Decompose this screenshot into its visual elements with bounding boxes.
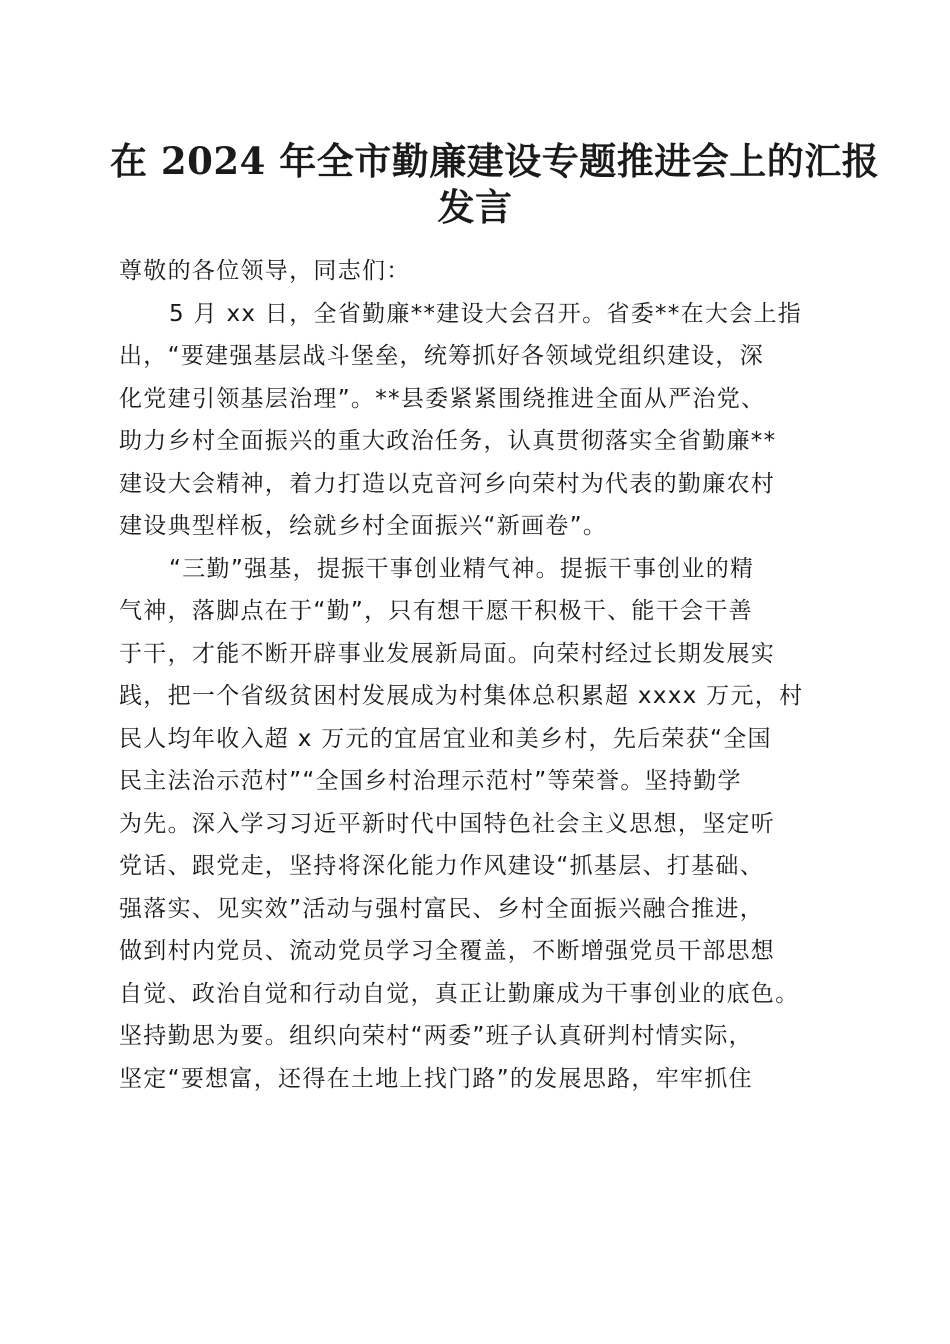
paragraph-line: 自觉、政治自觉和行动自觉，真正让勤廉成为干事创业的底色。 <box>119 980 800 1007</box>
paragraph-1 <box>119 293 837 548</box>
paragraph-line: 强落实、见实效”活动与强村富民、乡村全面振兴融合推进， <box>119 895 765 922</box>
title-line-1: 在 2024 年全市勤廉建设专题推进会上的汇报 <box>110 139 880 183</box>
paragraph-line: 出，“要建强基层战斗堡垒，统筹抓好各领域党组织建设，深 <box>119 343 765 369</box>
paragraph-line: 建设典型样板，绘就乡村全面振兴“新画卷”。 <box>119 513 608 539</box>
paragraph-line: 为先。深入学习习近平新时代中国特色社会主义思想，坚定听 <box>119 810 776 837</box>
paragraph-line: 坚定“要想富，还得在土地上找门路”的发展思路，牢牢抓住 <box>119 1065 753 1092</box>
paragraph-line: 助力乡村全面振兴的重大政治任务，认真贯彻落实全省勤廉** <box>119 428 777 454</box>
document-title <box>110 138 880 230</box>
paragraph-line: 气神，落脚点在于“勤”，只有想干愿干积极干、能干会干善 <box>119 598 753 624</box>
paragraph-2 <box>119 548 837 1101</box>
paragraph-line: 民人均年收入超 x 万元的宜居宜业和美乡村，先后荣获“全国 <box>119 725 772 752</box>
paragraph-line: 于干，才能不断开辟事业发展新局面。向荣村经过长期发展实 <box>119 640 776 667</box>
paragraph-line: 坚持勤思为要。组织向荣村“两委”班子认真研判村情实际， <box>119 1023 753 1049</box>
document-body <box>119 250 837 1100</box>
paragraph-line: 化党建引领基层治理”。**县委紧紧围绕推进全面从严治党、 <box>119 385 766 412</box>
paragraph-line: 5 月 xx 日，全省勤廉**建设大会召开。省委**在大会上指 <box>169 300 803 327</box>
paragraph-line: 党话、跟党走，坚持将深化能力作风建设“抓基层、打基础、 <box>119 853 765 879</box>
paragraph-line: 践，把一个省级贫困村发展成为村集体总积累超 xxxx 万元，村 <box>119 683 804 709</box>
title-line-2: 发言 <box>437 185 513 229</box>
paragraph-line: 建设大会精神，着力打造以克音河乡向荣村为代表的勤廉农村 <box>119 470 776 497</box>
paragraph-line: 做到村内党员、流动党员学习全覆盖，不断增强党员干部思想 <box>119 938 776 964</box>
paragraph-line: “三勤”强基，提振干事创业精气神。提振干事创业的精 <box>169 555 755 582</box>
paragraph-line: 民主法治示范村”“全国乡村治理示范村”等荣誉。坚持勤学 <box>119 768 742 794</box>
salutation: 尊敬的各位领导，同志们： <box>119 258 411 284</box>
